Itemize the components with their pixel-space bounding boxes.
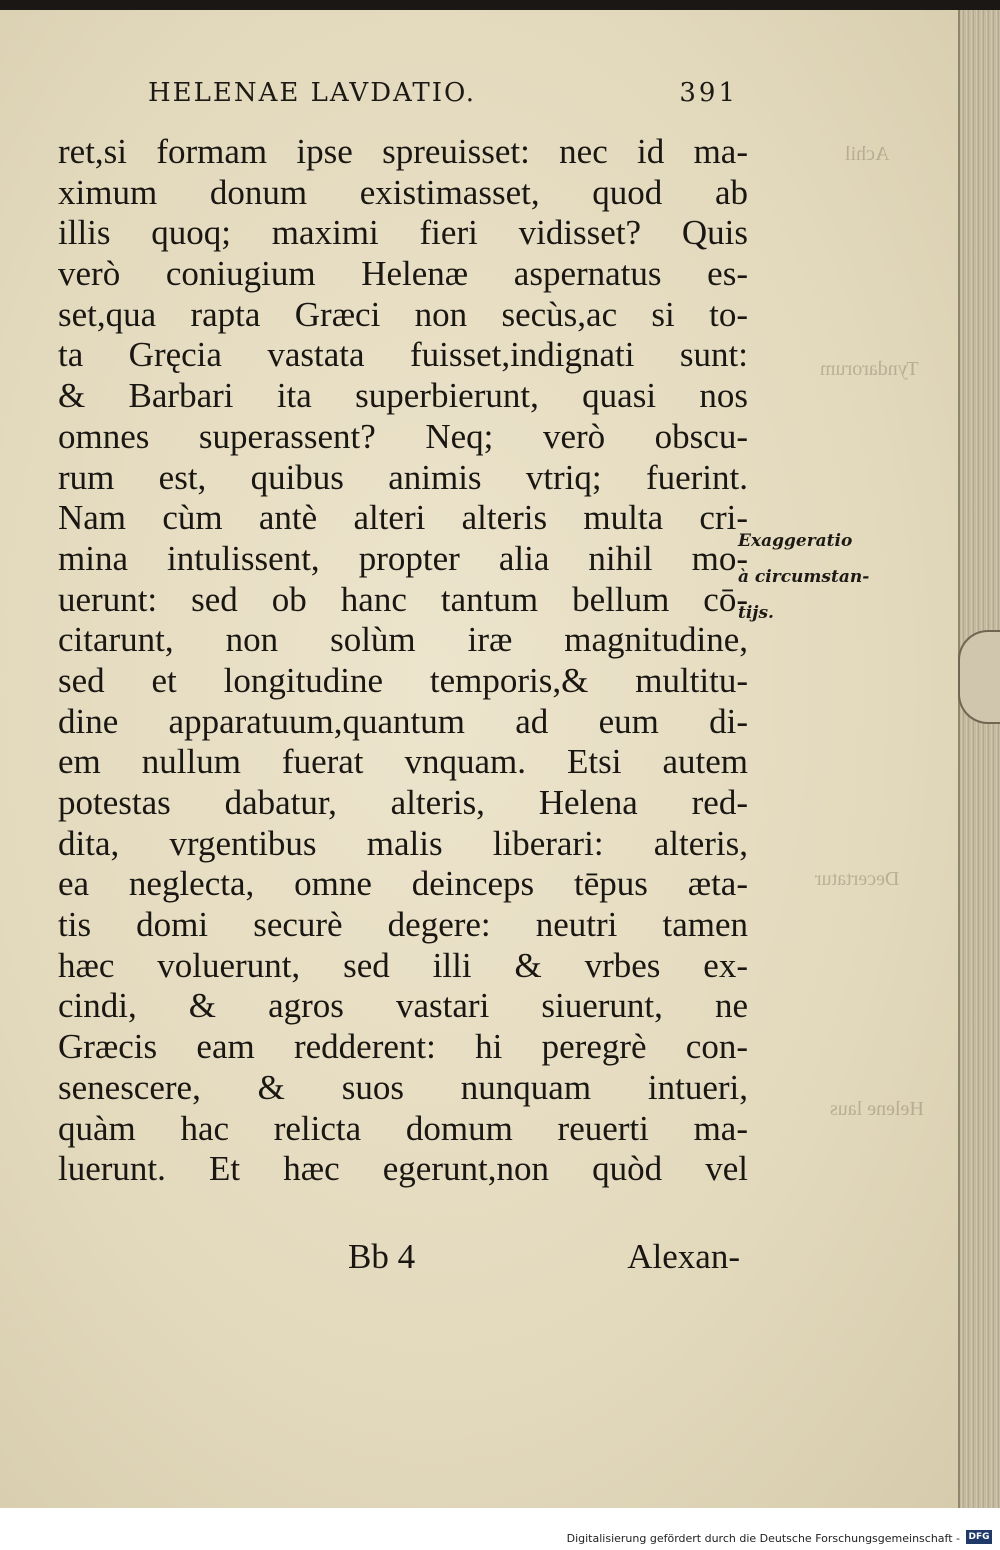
- running-head: [148, 78, 738, 118]
- text-line: set,qua rapta Græci non secùs,ac si to-: [58, 294, 748, 334]
- page-clip: [958, 630, 1000, 724]
- text-line: dine apparatuum,quantum ad eum di-: [58, 701, 748, 741]
- text-line: tis domi securè degere: neutri tamen: [58, 905, 748, 945]
- text-line: ximum donum existimasset, quod ab: [58, 172, 748, 212]
- show-through: Helene laus: [830, 1098, 924, 1120]
- marginal-note-line: à circumstan-: [738, 567, 870, 587]
- text-line: ret,si formam ipse spreuisset: nec id ma-: [58, 132, 748, 171]
- text-line: potestas dabatur, alteris, Helena red-: [58, 783, 748, 822]
- show-through: Achil: [845, 143, 890, 165]
- dfg-logo-icon: DFG: [966, 1530, 992, 1544]
- text-line: em nullum fuerat vnquam. Etsi autem: [58, 742, 748, 782]
- marginal-note-line: Exaggeratio: [738, 531, 853, 551]
- text-line: & Barbari ita superbierunt, quasi nos: [58, 376, 748, 416]
- text-line: hæc voluerunt, sed illi & vrbes ex-: [58, 945, 748, 985]
- digitization-credit: Digitalisierung gefördert durch die Deutsche Forschungsgemeinschaft -: [566, 1532, 960, 1545]
- book-page-edges: [958, 10, 1000, 1508]
- catchline: [348, 1237, 740, 1281]
- body-text: [58, 132, 748, 1190]
- marginal-note: [738, 523, 908, 631]
- running-head-title: HELENAE LAVDATIO.: [148, 78, 477, 108]
- marginal-note-line: tijs.: [738, 603, 774, 623]
- text-line: dita, vrgentibus malis liberari: alteris,: [58, 823, 748, 863]
- text-line: ta Gręcia vastata fuisset,indignati sunt:: [58, 335, 748, 375]
- text-line: sed et longitudine temporis,& multitu-: [58, 660, 748, 700]
- text-line: ea neglecta, omne deinceps tēpus æta-: [58, 864, 748, 904]
- text-line: Græcis eam redderent: hi peregrè con-: [58, 1027, 748, 1067]
- text-line: citarunt, non solùm iræ magnitudine,: [58, 620, 748, 660]
- show-through: Decertatur: [815, 868, 900, 890]
- text-line: rum est, quibus animis vtriq; fuerint.: [58, 457, 748, 497]
- text-line: senescere, & suos nunquam intueri,: [58, 1067, 748, 1107]
- show-through: Tyndarorum: [820, 358, 919, 380]
- text-line: uerunt: sed ob hanc tantum bellum cō-: [58, 579, 748, 619]
- signature-mark: Bb 4: [348, 1237, 416, 1276]
- text-line: mina intulissent, propter alia nihil mo-: [58, 538, 748, 578]
- text-line: quàm hac relicta domum reuerti ma-: [58, 1108, 748, 1148]
- text-line: verò coniugium Helenæ aspernatus es-: [58, 254, 748, 294]
- text-line: luerunt. Et hæc egerunt,non quòd vel: [58, 1149, 748, 1189]
- text-line: illis quoq; maximi fieri vidisset? Quis: [58, 213, 748, 253]
- text-line: Nam cùm antè alteri alteris multa cri-: [58, 498, 748, 538]
- page-number: 391: [679, 78, 738, 108]
- catchword: Alexan-: [627, 1237, 740, 1276]
- text-line: cindi, & agros vastari siuerunt, ne: [58, 986, 748, 1026]
- text-line: omnes superassent? Neq; verò obscu-: [58, 416, 748, 456]
